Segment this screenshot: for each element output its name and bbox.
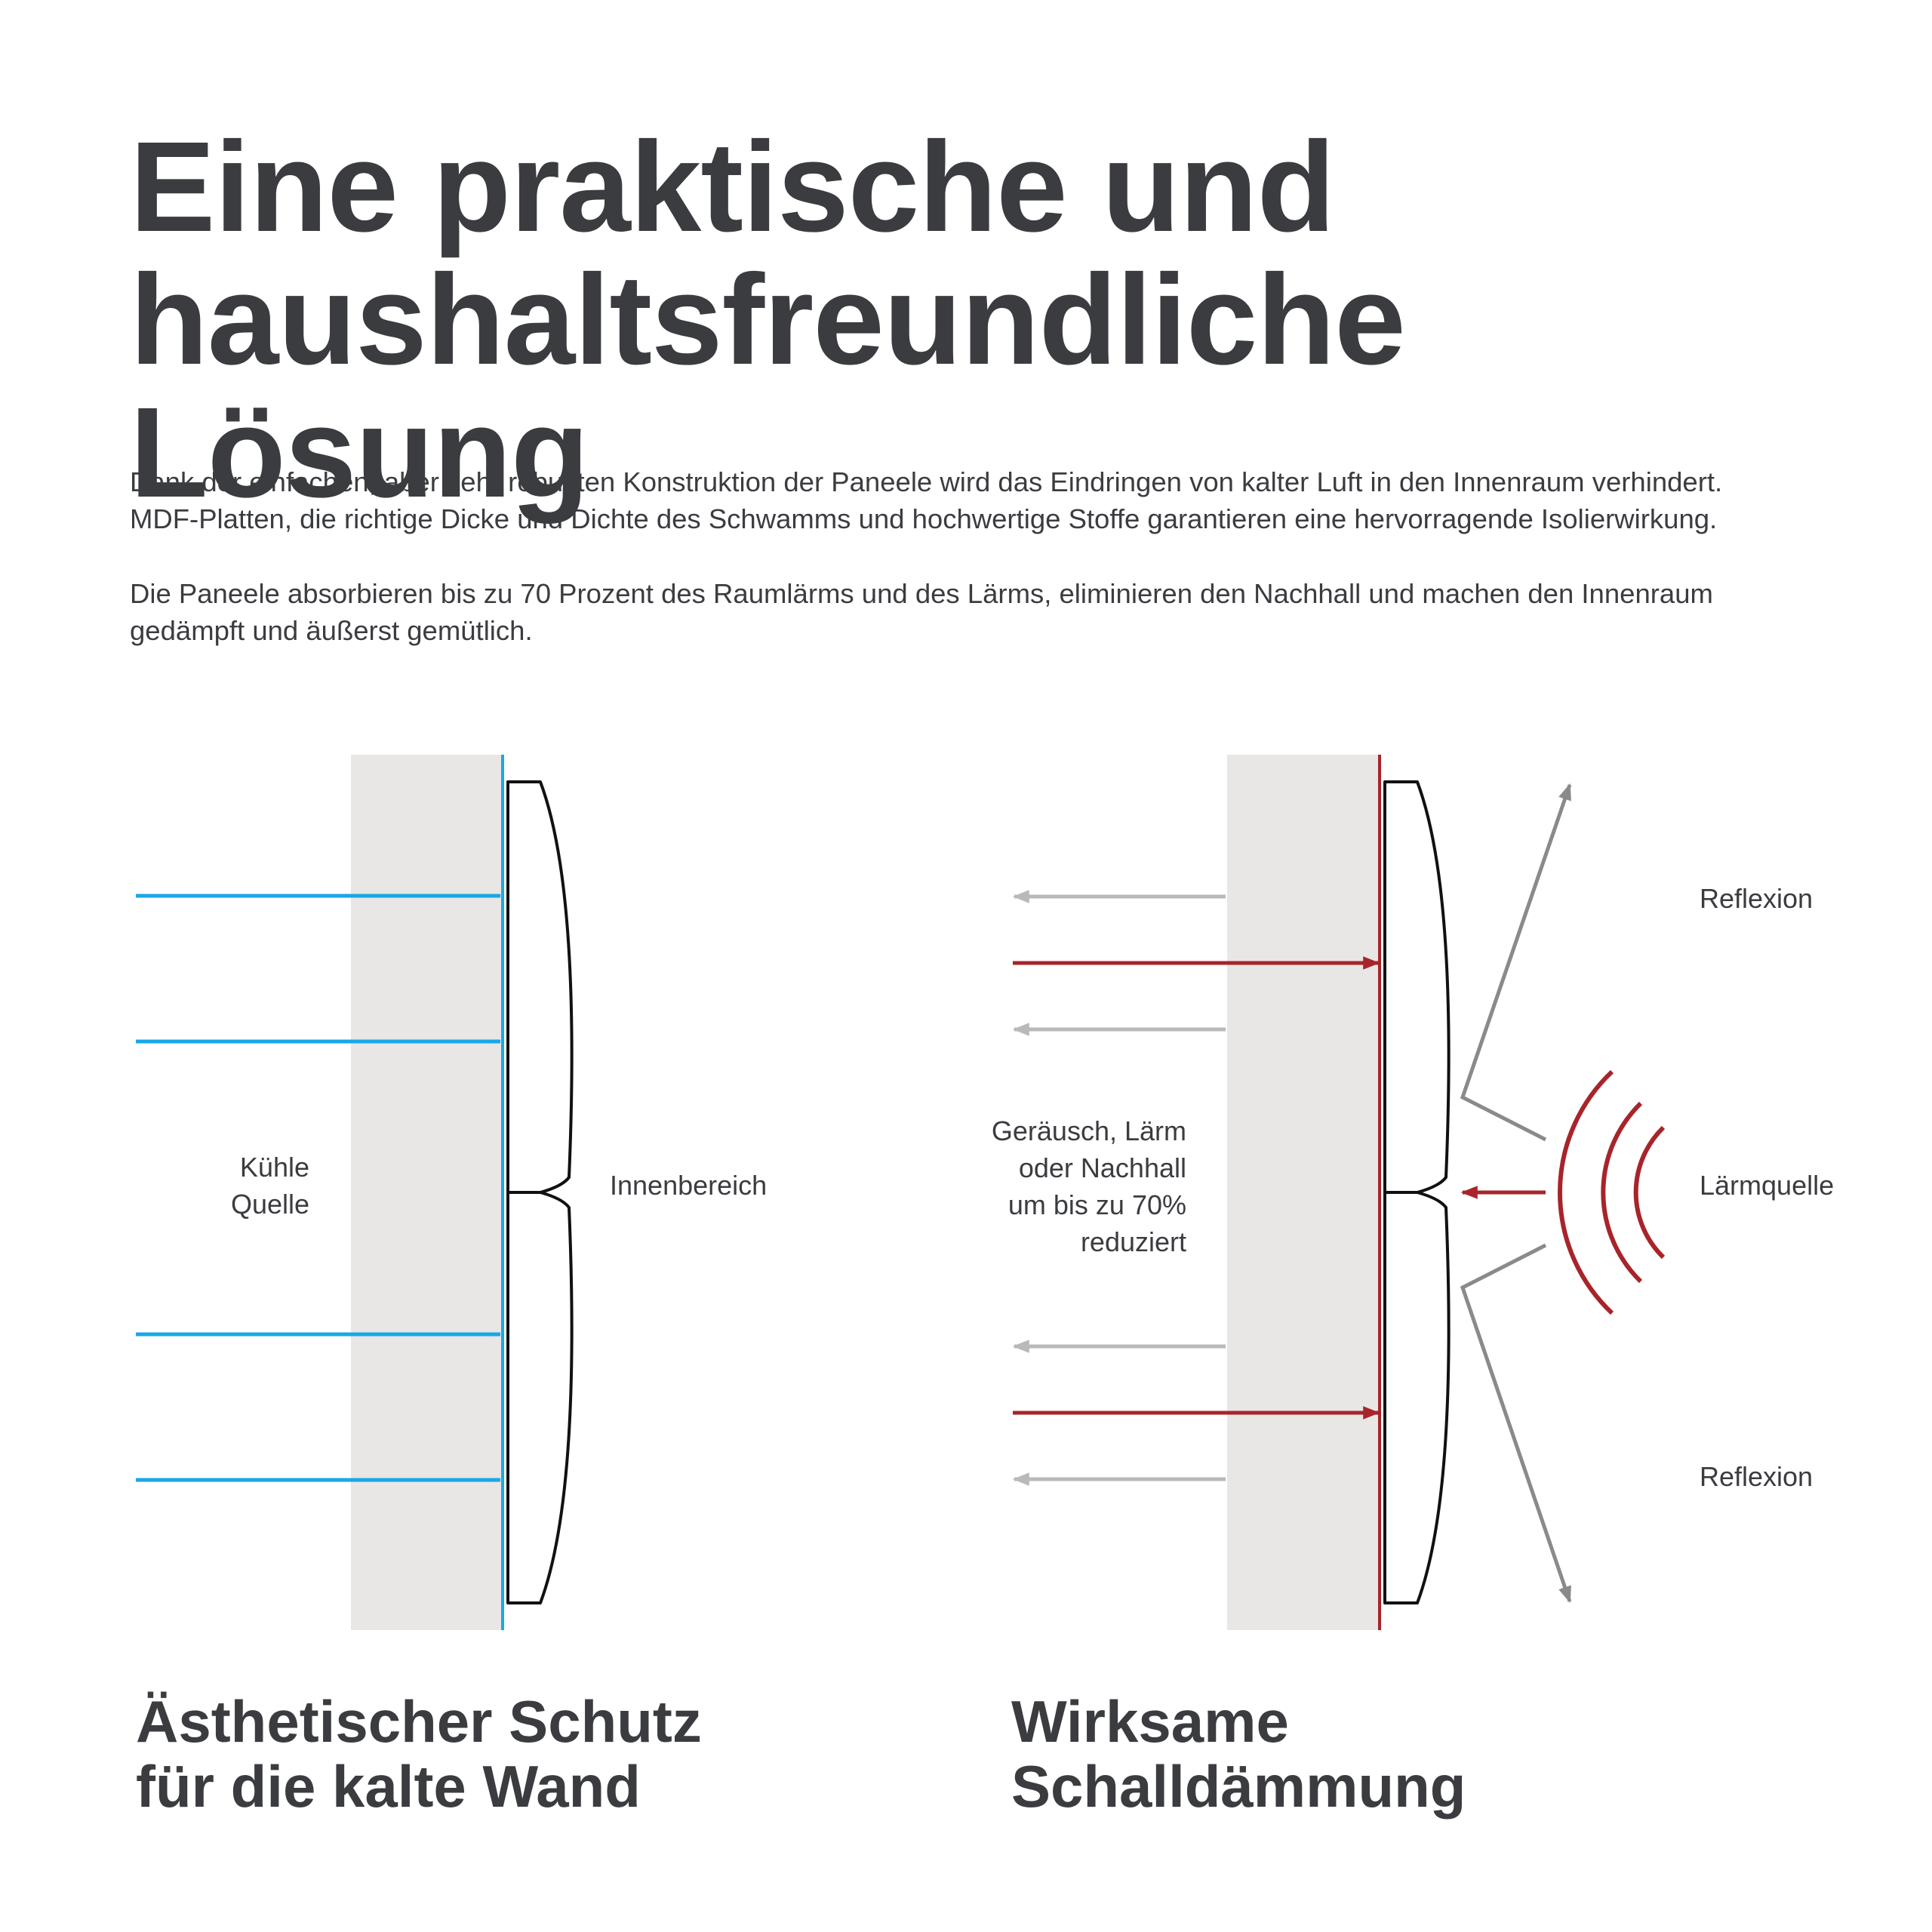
intro-p1-line2: MDF-Platten, die richtige Dicke und Dichte des Schwamms und hochwertige Stoffe garantieren eine hervorragende Isolierwirkung. — [130, 503, 1718, 534]
left-heading-line2: für die kalte Wand — [136, 1753, 641, 1820]
reflection-label-top: Reflexion — [1700, 883, 1814, 914]
noise-source-label: Lärmquelle — [1700, 1170, 1835, 1201]
intro-p1-line1: Dank der einfachen, aber sehr robusten Konstruktion der Paneele wird das Eindringen von kalter Luft in den Innenraum verhindert. — [130, 466, 1723, 497]
noise-reduction-line2: oder Nachhall — [1018, 1152, 1186, 1183]
reflection-label-bottom: Reflexion — [1700, 1461, 1814, 1492]
cold-source-label-line2: Quelle — [230, 1189, 309, 1220]
reflection-path-top — [1463, 785, 1570, 1140]
right-heading-line1: Wirksame — [1011, 1688, 1289, 1755]
page-title-line1: Eine praktische und — [130, 115, 1335, 259]
right-panel-upper — [1385, 782, 1449, 1192]
left-diagram-heading — [136, 1689, 702, 1819]
noise-reduction-label — [928, 1112, 1186, 1260]
cold-source-label — [189, 1149, 309, 1223]
noise-reduction-line4: reduziert — [1080, 1226, 1186, 1257]
noise-reduction-line1: Geräusch, Lärm — [991, 1115, 1186, 1146]
right-heading-line2: Schalldämmung — [1011, 1753, 1466, 1820]
sound-wave-inner — [1636, 1128, 1663, 1257]
left-heading-line1: Ästhetischer Schutz — [136, 1688, 702, 1755]
page-title-line2: haushaltsfreundliche Lösung — [130, 248, 1405, 525]
left-panel-upper — [508, 782, 572, 1192]
intro-p2-line1: Die Paneele absorbieren bis zu 70 Prozent des Raumlärms und des Lärms, eliminieren den Nachhall und machen den Innenraum — [130, 578, 1713, 609]
right-panel-lower — [1385, 1192, 1449, 1603]
left-panel-lower — [508, 1192, 572, 1603]
cold-source-label-line1: Kühle — [239, 1152, 309, 1183]
inside-area-label: Innenbereich — [610, 1170, 768, 1201]
intro-p2-line2: gedämpft und äußerst gemütlich. — [130, 615, 533, 646]
right-diagram-heading — [1011, 1689, 1466, 1819]
left-wall — [351, 755, 504, 1630]
right-wall — [1227, 755, 1380, 1630]
reflection-path-bottom — [1463, 1245, 1570, 1601]
noise-reduction-line3: um bis zu 70% — [1008, 1189, 1186, 1220]
